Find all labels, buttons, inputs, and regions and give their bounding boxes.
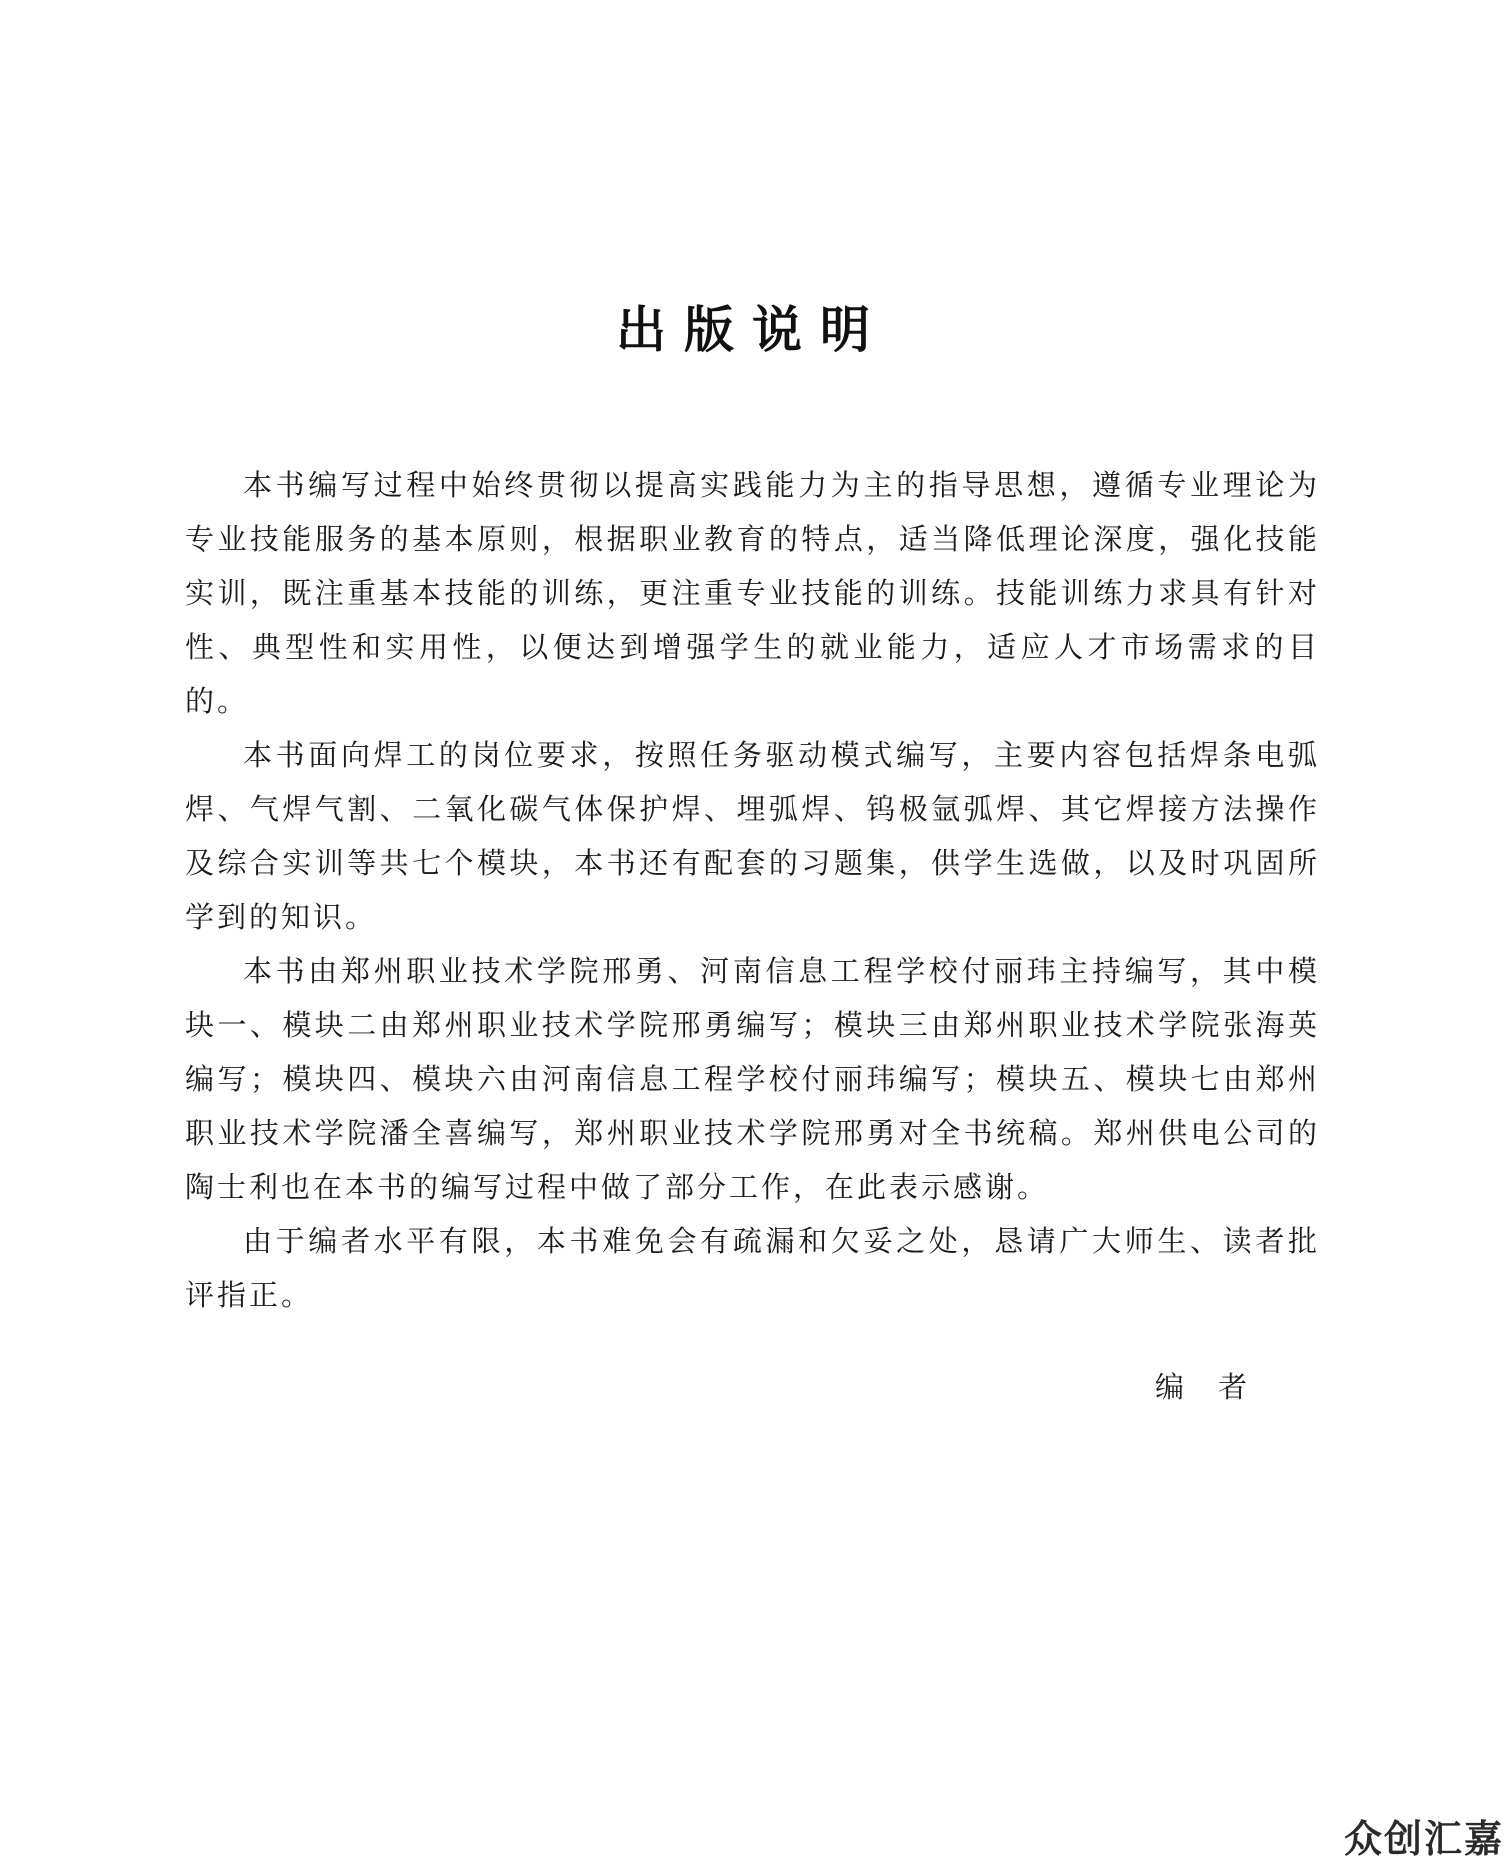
paragraph-2: 本书面向焊工的岗位要求，按照任务驱动模式编写，主要内容包括焊条电弧焊、气焊气割、二氧化碳气体保护焊、埋弧焊、钨极氩弧焊、其它焊接方法操作及综合实训等共七个模块，本书还有配套的习题集，供学生选做，以及时巩固所学到的知识。 bbox=[185, 738, 1320, 934]
watermark-logo: 众创汇嘉 bbox=[1343, 1817, 1504, 1861]
page-title: 出版说明 bbox=[616, 301, 888, 359]
paragraph-4: 由于编者水平有限，本书难免会有疏漏和欠妥之处，恳请广大师生、读者批评指正。 bbox=[185, 1224, 1320, 1312]
paragraph-1: 本书编写过程中始终贯彻以提高实践能力为主的指导思想，遵循专业理论为专业技能服务的基本原则，根据职业教育的特点，适当降低理论深度，强化技能实训，既注重基本技能的训练，更注重专业技能的训练。技能训练力求具有针对性、典型性和实用性，以便达到增强学生的就业能力，适应人才市场需求的目的。 bbox=[185, 468, 1320, 718]
author-signature: 编者 bbox=[1155, 1370, 1282, 1404]
paragraph-3: 本书由郑州职业技术学院邢勇、河南信息工程学校付丽玮主持编写，其中模块一、模块二由郑州职业技术学院邢勇编写；模块三由郑州职业技术学院张海英编写；模块四、模块六由河南信息工程学校付丽玮编写；模块五、模块七由郑州职业技术学院潘全喜编写，郑州职业技术学院邢勇对全书统稿。郑州供电公司的陶士利也在本书的编写过程中做了部分工作，在此表示感谢。 bbox=[185, 954, 1320, 1204]
body-text bbox=[185, 458, 1320, 1322]
